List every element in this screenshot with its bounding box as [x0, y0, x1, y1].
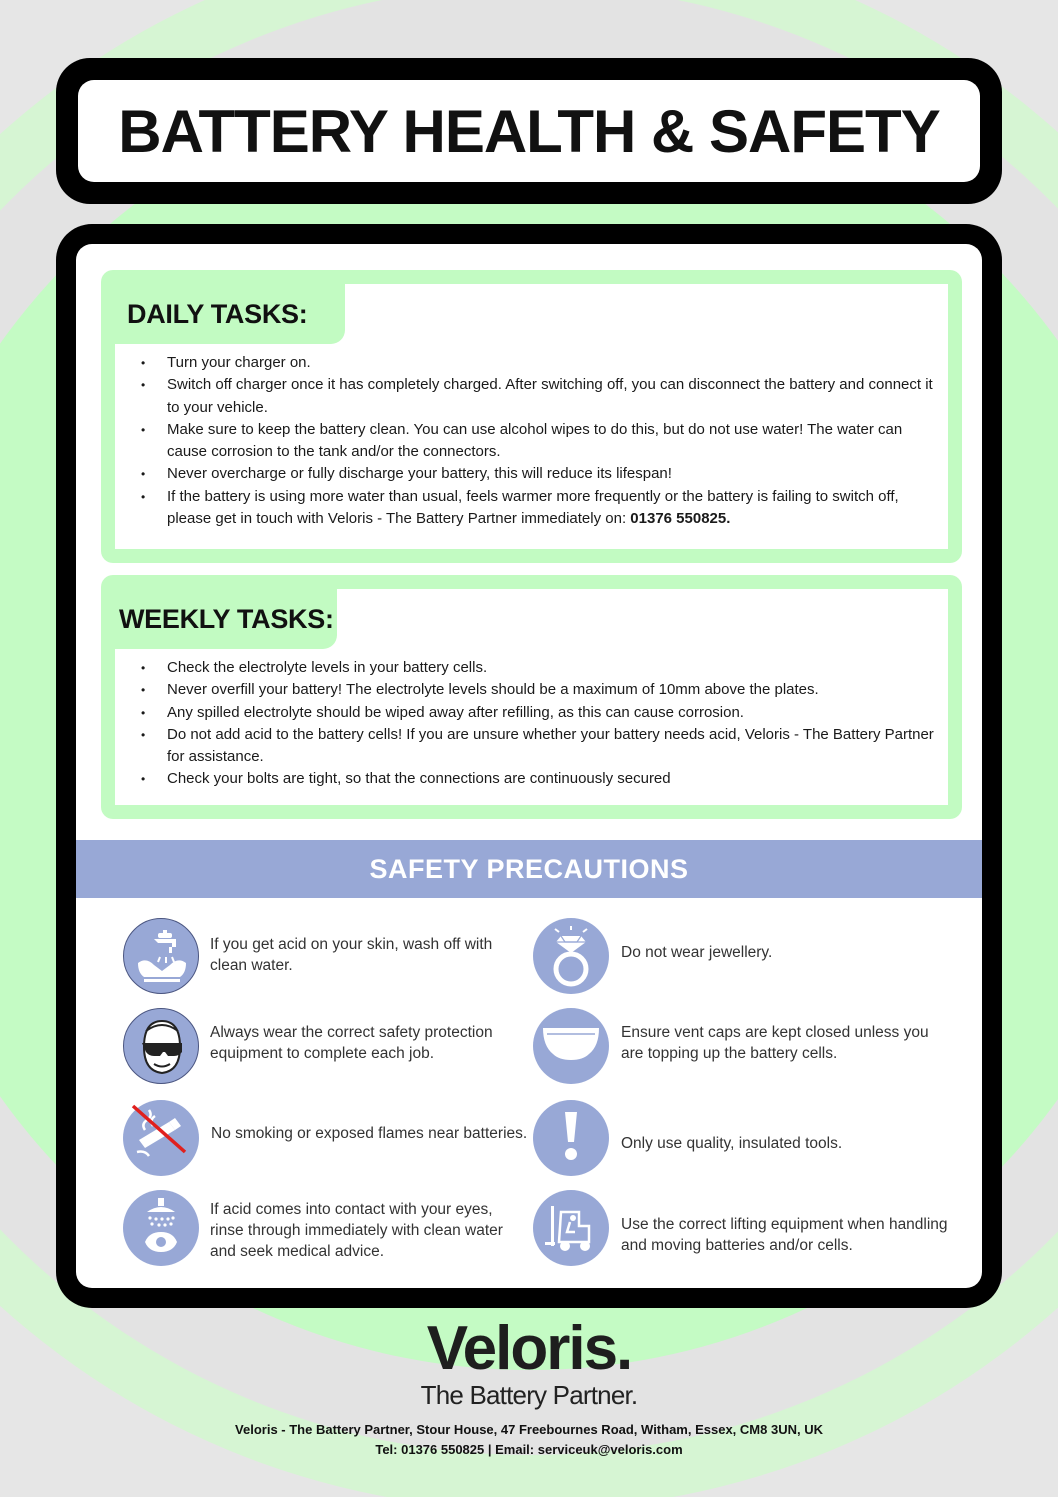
main-panel — [76, 244, 982, 1288]
main-frame — [56, 224, 1002, 1308]
list-item: • Never overfill your battery! The electrolyte levels should be a maximum of 10mm above the plates. — [129, 679, 938, 701]
diamond-ring-icon — [533, 918, 609, 994]
precaution-text: If you get acid on your skin, wash off with clean water. — [210, 936, 493, 974]
weekly-tasks-tab — [115, 589, 337, 649]
list-item: • Any spilled electrolyte should be wiped away after refilling, as this can cause corrosion. — [129, 702, 938, 724]
no-smoking-icon — [123, 1100, 199, 1176]
list-item: • Turn your charger on. — [129, 352, 938, 374]
weekly-tasks-body — [115, 589, 948, 805]
safety-goggles-icon — [123, 1008, 199, 1084]
list-item — [129, 486, 938, 531]
daily-tasks-body — [115, 284, 948, 549]
brand-logo: Veloris. — [426, 1314, 632, 1383]
precaution-text: Use the correct lifting equipment when handling and moving batteries and/or cells. — [621, 1216, 948, 1254]
daily-tasks-card — [101, 270, 962, 563]
forklift-icon — [533, 1190, 609, 1266]
precaution-text: If acid comes into contact with your eyes, rinse through immediately with clean water and seek medical advice. — [210, 1201, 503, 1260]
precaution-text: Ensure vent caps are kept closed unless you are topping up the battery cells. — [621, 1024, 929, 1062]
daily-tasks-tab — [115, 284, 345, 344]
safety-precautions-heading: SAFETY PRECAUTIONS — [369, 853, 689, 884]
list-item: • Switch off charger once it has completely charged. After switching off, you can disconnect the battery and connect it to your vehicle. — [129, 374, 938, 419]
safety-precautions-banner — [76, 840, 982, 898]
precaution-text: Do not wear jewellery. — [621, 944, 773, 961]
title-panel — [78, 80, 980, 182]
precaution-text: Only use quality, insulated tools. — [621, 1135, 843, 1152]
page-title: BATTERY HEALTH & SAFETY — [118, 97, 940, 165]
daily-tasks-heading: DAILY TASKS: — [127, 298, 308, 329]
list-item: • Do not add acid to the battery cells! If you are unsure whether your battery needs acid, Veloris - The Battery Partner for assistance. — [129, 724, 938, 769]
precaution-text: Always wear the correct safety protection equipment to complete each job. — [210, 1024, 493, 1062]
list-item: • Make sure to keep the battery clean. You can use alcohol wipes to do this, but do not use water! The water can cause corrosion to the tank and/or the connectors. — [129, 419, 938, 464]
list-item: • Check your bolts are tight, so that the connections are continuously secured — [129, 768, 938, 790]
footer-contact: Tel: 01376 550825 | Email: serviceuk@veloris.com — [375, 1442, 683, 1457]
list-item-text: If the battery is using more water than usual, feels warmer more frequently or the battery is failing to switch off, please get in touch with Veloris - The Battery Partner immediately on: — [167, 487, 899, 528]
vent-cap-icon — [533, 1008, 609, 1084]
weekly-tasks-card — [101, 575, 962, 819]
daily-tasks-list — [129, 352, 938, 530]
weekly-tasks-list — [129, 657, 938, 791]
eye-wash-shower-icon — [123, 1190, 199, 1266]
phone-number: 01376 550825. — [630, 510, 731, 528]
brand-tagline: The Battery Partner. — [420, 1380, 638, 1410]
title-banner — [56, 58, 1002, 204]
precaution-text: No smoking or exposed flames near batteries. — [211, 1125, 528, 1142]
exclamation-icon — [533, 1100, 609, 1176]
footer-address: Veloris - The Battery Partner, Stour House, 47 Freebournes Road, Witham, Essex, CM8 3UN, UK — [235, 1422, 823, 1437]
weekly-tasks-heading: WEEKLY TASKS: — [119, 603, 334, 634]
list-item: • Check the electrolyte levels in your battery cells. — [129, 657, 938, 679]
hand-wash-icon — [123, 918, 199, 994]
list-item: • Never overcharge or fully discharge your battery, this will reduce its lifespan! — [129, 463, 938, 485]
